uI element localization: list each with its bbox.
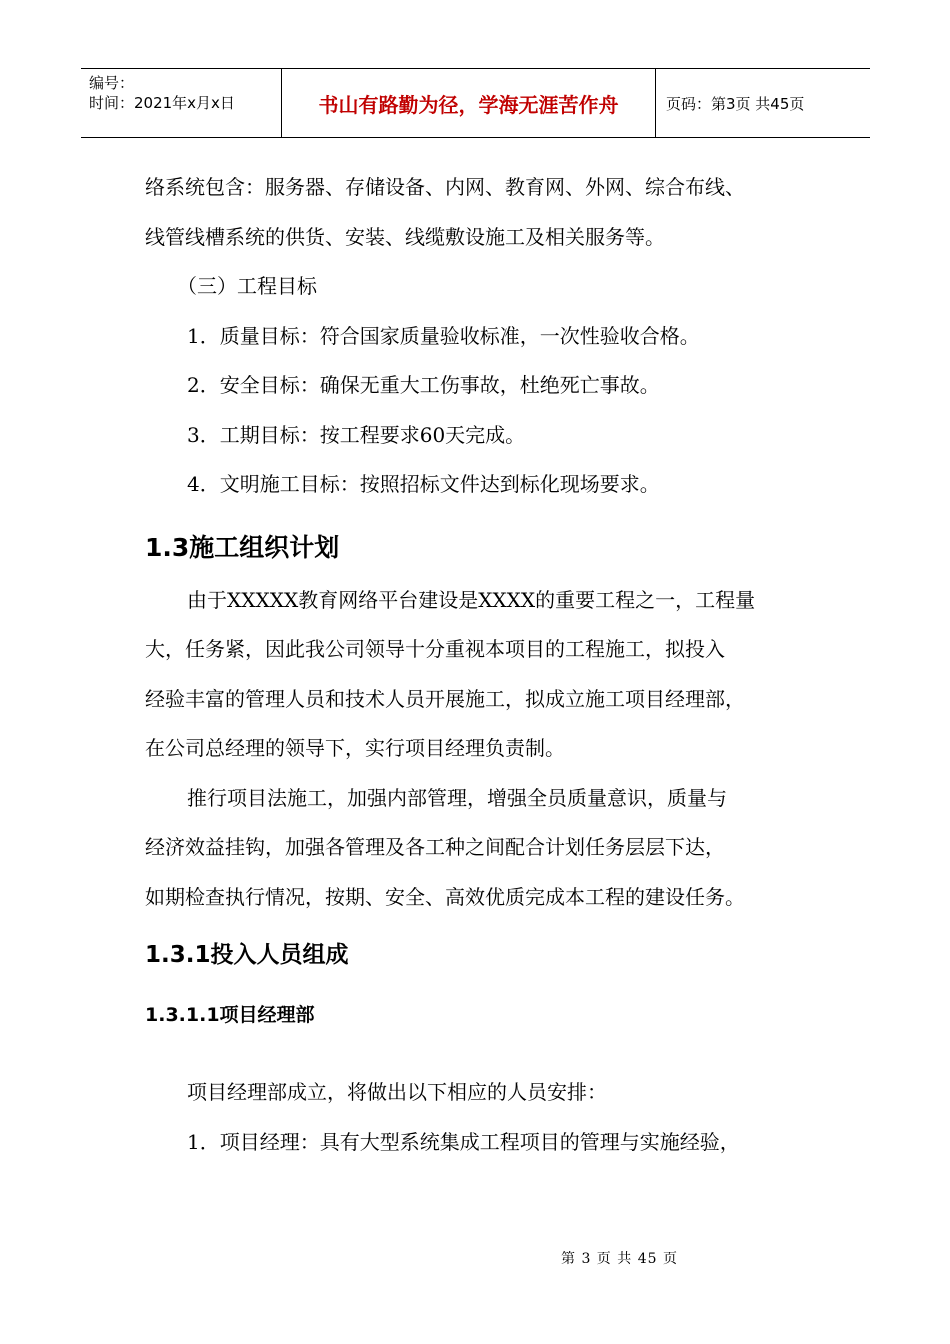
section-heading: 1.3施工组织计划 <box>145 532 340 562</box>
staff-item-project-manager: 1．项目经理：具有大型系统集成工程项目的管理与实施经验， <box>187 1129 740 1154</box>
header-meta <box>81 69 282 137</box>
header-motto: 书山有路勤为径，学海无涯苦作舟 <box>282 69 656 137</box>
document-body <box>145 163 825 1167</box>
page-footer: 第 3 页 共 45 页 <box>561 1251 678 1267</box>
paragraph-line: 推行项目法施工，加强内部管理，增强全员质量意识，质量与 <box>187 785 727 810</box>
paragraph-line: 由于XXXXX教育网络平台建设是XXXX的重要工程之一，工程量 <box>187 587 756 612</box>
paragraph-line: 大，任务紧，因此我公司领导十分重视本项目的工程施工，拟投入 <box>145 637 725 661</box>
document-number-label: 编号： <box>89 74 135 92</box>
paragraph-line: 在公司总经理的领导下，实行项目经理负责制。 <box>145 736 565 760</box>
goal-heading: （三）工程目标 <box>177 274 317 298</box>
header-page-code: 页码：第3页 共45页 <box>666 94 805 113</box>
paragraph-line: 线管线槽系统的供货、安装、线缆敷设施工及相关服务等。 <box>145 224 665 249</box>
subsection-heading: 1.3.1投入人员组成 <box>145 942 349 968</box>
paragraph-line: 项目经理部成立，将做出以下相应的人员安排： <box>187 1080 607 1104</box>
goal-item-schedule: 3．工期目标：按工程要求60天完成。 <box>187 422 526 447</box>
document-time-label: 时间：2021年x月x日 <box>89 94 235 112</box>
page-header <box>81 68 870 138</box>
goal-item-civilized: 4．文明施工目标：按照招标文件达到标化现场要求。 <box>187 472 660 496</box>
paragraph-line: 络系统包含：服务器、存储设备、内网、教育网、外网、综合布线、 <box>145 175 745 199</box>
goal-item-safety: 2．安全目标：确保无重大工伤事故，杜绝死亡事故。 <box>187 373 660 397</box>
paragraph-line: 经济效益挂钩，加强各管理及各工种之间配合计划任务层层下达， <box>145 835 725 859</box>
paragraph-line: 如期检查执行情况，按期、安全、高效优质完成本工程的建设任务。 <box>145 884 745 909</box>
paragraph-line: 经验丰富的管理人员和技术人员开展施工，拟成立施工项目经理部， <box>145 686 745 711</box>
subsubsection-heading: 1.3.1.1项目经理部 <box>145 1004 315 1026</box>
goal-item-quality: 1．质量目标：符合国家质量验收标准，一次性验收合格。 <box>187 323 700 348</box>
